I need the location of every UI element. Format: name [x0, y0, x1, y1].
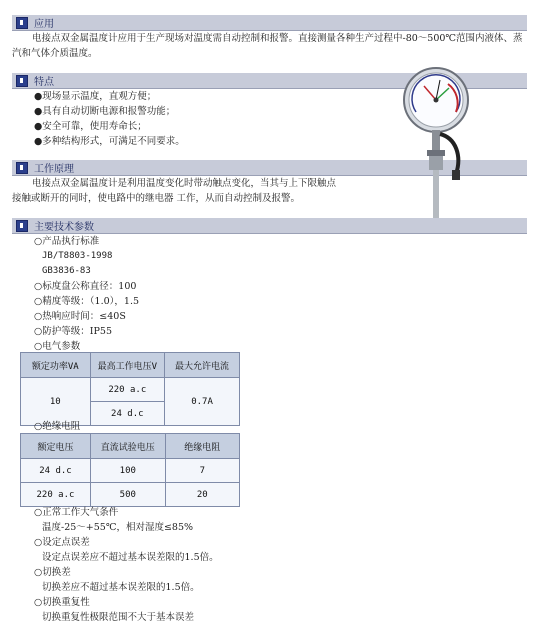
spec-standard-1: JB/T8803-1998	[42, 251, 113, 261]
table-cell: 20	[165, 483, 239, 507]
feature-item: ●具有自动切断电源和报警功能；	[34, 106, 176, 117]
spec-accuracy: ○精度等级：（1.0），1.5	[34, 296, 140, 307]
table-row	[21, 459, 240, 483]
table-cell: 220 a.c	[90, 378, 165, 402]
thermometer-gauge-icon	[396, 66, 476, 234]
table-cell: 220 a.c	[21, 483, 91, 507]
table-cell: 0.7A	[165, 378, 240, 426]
application-text: 电接点双金属温度计应用于生产现场对温度需自动控制和报警。直接测量各种生产过程中-80～500℃范围内液体、蒸汽和气体介质温度。	[12, 33, 523, 59]
table-cell: 100	[90, 459, 165, 483]
table-header: 直流试验电压	[90, 434, 165, 459]
spec-insulation-label: ○绝缘电阻	[34, 421, 81, 432]
spec-electrical-label: ○电气参数	[34, 341, 81, 352]
section-title: 应用	[34, 19, 54, 30]
spec-switch-label: ○切换差	[34, 567, 71, 578]
section-title: 主要技术参数	[34, 222, 94, 233]
table-cell: 500	[90, 483, 165, 507]
section-header-application	[12, 15, 527, 31]
table-header: 最大允许电流	[165, 353, 240, 378]
spec-environment-label: ○正常工作大气条件	[34, 507, 119, 518]
section-title: 特点	[34, 77, 54, 88]
section-icon	[16, 17, 28, 29]
section-icon	[16, 220, 28, 232]
table-header: 额定电压	[21, 434, 91, 459]
spec-standard-2: GB3836-83	[42, 266, 91, 276]
spec-setpoint-text: 设定点误差应不超过基本误差限的1.5倍。	[42, 552, 219, 563]
spec-dial: ○标度盘公称直径：100	[34, 281, 137, 292]
spec-protection: ○防护等级：IP55	[34, 326, 113, 337]
table-cell: 10	[21, 378, 91, 426]
table-cell: 24 d.c	[90, 402, 165, 426]
table-header: 额定功率VA	[21, 353, 91, 378]
section-title: 工作原理	[34, 164, 74, 175]
electrical-table	[20, 352, 240, 426]
spec-response: ○热响应时间：≤40S	[34, 311, 126, 322]
section-icon	[16, 162, 28, 174]
table-cell: 24 d.c	[21, 459, 91, 483]
table-header: 绝缘电阻	[165, 434, 239, 459]
insulation-table	[20, 433, 240, 507]
feature-item: ●安全可靠，使用寿命长；	[34, 121, 147, 132]
spec-repeat-text: 切换重复性极限范围不大于基本误差	[42, 612, 195, 623]
spec-standard-label: ○产品执行标准	[34, 236, 100, 247]
feature-item: ●多种结构形式，可满足不同要求。	[34, 136, 185, 147]
spec-repeat-label: ○切换重复性	[34, 597, 90, 608]
table-cell: 7	[165, 459, 239, 483]
spec-environment-text: 温度-25～+55℃，相对湿度≤85%	[42, 522, 194, 533]
feature-item: ●现场显示温度，直观方便；	[34, 91, 157, 102]
principle-text: 电接点双金属温度计是利用温度变化时带动触点变化，当其与上下限触点接触或断开的同时，使电路中的继电器 工作，从而自动控制及报警。	[12, 178, 337, 204]
table-header: 最高工作电压V	[90, 353, 165, 378]
table-row	[21, 483, 240, 507]
spec-switch-text: 切换差应不超过基本误差限的1.5倍。	[42, 582, 200, 593]
section-icon	[16, 75, 28, 87]
spec-setpoint-label: ○设定点误差	[34, 537, 90, 548]
section-header-specs	[12, 218, 527, 234]
